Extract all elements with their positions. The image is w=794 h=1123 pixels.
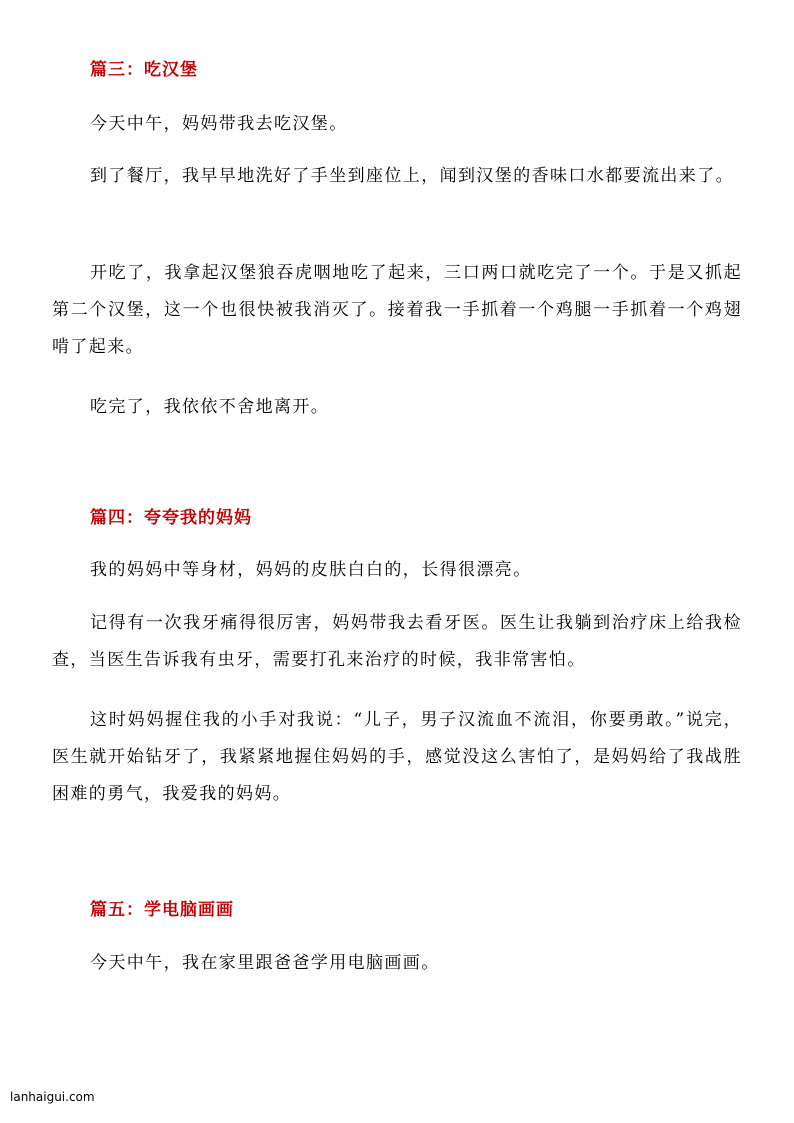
paragraph: 今天中午，我在家里跟爸爸学用电脑画画。	[90, 953, 440, 973]
footer-site-url: lanhaigui.com	[10, 1090, 95, 1104]
paragraph: 我的妈妈中等身材，妈妈的皮肤白白的，长得很漂亮。	[90, 560, 532, 580]
paragraph: 吃完了，我依依不舍地离开。	[90, 397, 330, 417]
section-title-4: 篇四：夸夸我的妈妈	[90, 508, 252, 528]
section-title-3: 篇三：吃汉堡	[90, 60, 198, 80]
paragraph: 今天中午，妈妈带我去吃汉堡。	[90, 114, 348, 134]
paragraph: 到了餐厅，我早早地洗好了手坐到座位上，闻到汉堡的香味口水都要流出来了。	[90, 166, 734, 186]
paragraph: 开吃了，我拿起汉堡狼吞虎咽地吃了起来，三口两口就吃完了一个。于是又抓起第二个汉堡，这一个也很快被我消灭了。接着我一手抓着一个鸡腿一手抓着一个鸡翅啃了起来。	[52, 263, 742, 357]
paragraph: 这时妈妈握住我的小手对我说：“儿子，男子汉流血不流泪，你要勇敢。”说完，医生就开始钻牙了，我紧紧地握住妈妈的手，感觉没这么害怕了，是妈妈给了我战胜困难的勇气，我爱我的妈妈。	[52, 710, 742, 804]
paragraph: 记得有一次我牙痛得很厉害，妈妈带我去看牙医。医生让我躺到治疗床上给我检查，当医生告诉我有虫牙，需要打孔来治疗的时候，我非常害怕。	[52, 613, 742, 670]
section-title-5: 篇五：学电脑画画	[90, 900, 234, 920]
